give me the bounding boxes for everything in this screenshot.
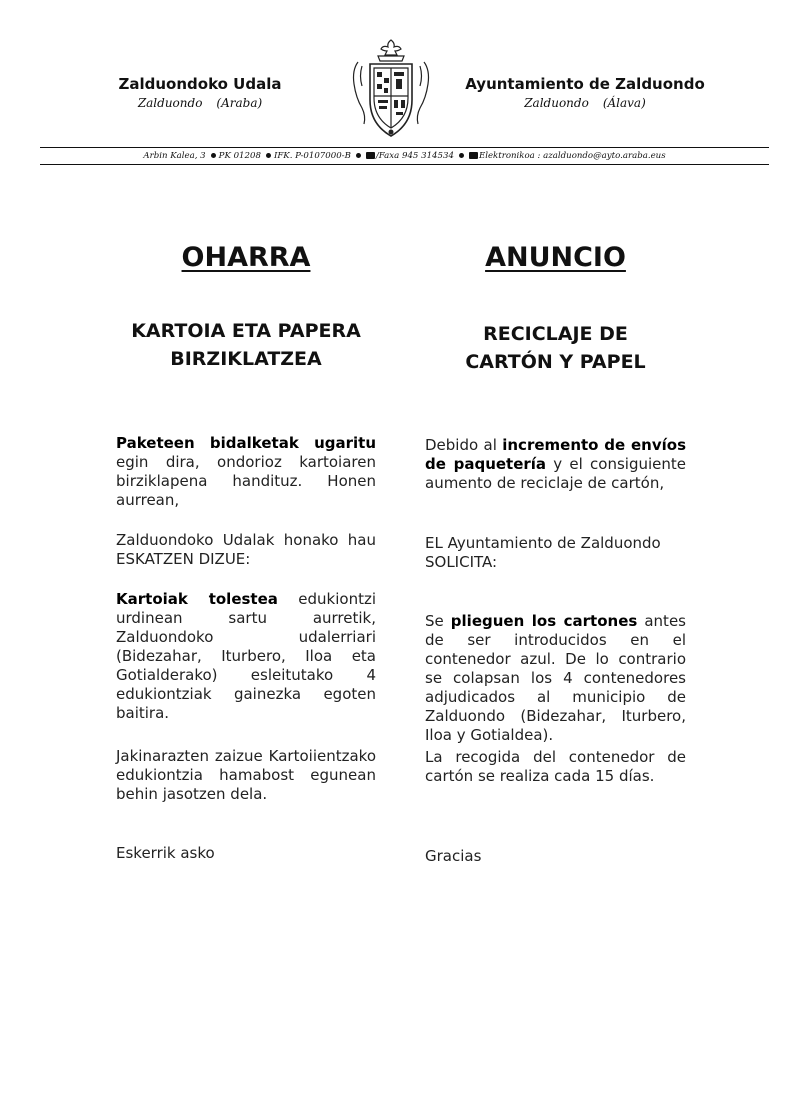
notice-title-basque: OHARRA xyxy=(181,242,311,273)
header-rule-bottom xyxy=(40,164,769,165)
bullet-icon xyxy=(211,153,216,158)
address-line xyxy=(40,149,769,163)
notice-subtitle-basque: KARTOIA ETA PAPERA BIRZIKLATZEA xyxy=(131,320,361,370)
notice-title-spanish: ANUNCIO xyxy=(485,242,626,273)
bullet-icon xyxy=(266,153,271,158)
phone-icon xyxy=(366,152,375,159)
spanish-paragraph-2: EL Ayuntamiento de Zalduondo SOLICITA: xyxy=(425,534,661,571)
address-phone: /Faxa 945 314534 xyxy=(375,151,454,161)
basque-paragraph-2: Zalduondoko Udalak honako hau ESKATZEN DIZUE: xyxy=(116,531,376,568)
council-name-basque: Zalduondoko Udala xyxy=(118,75,282,93)
spanish-paragraph-3: Se plieguen los cartones antes de ser introducidos en el contenedor azul. De lo contrario se colapsan los 4 contenedores adjudicados al municipio de Zalduondo (Bidezahar, Iturbero, Iloa y Gotialdea). xyxy=(425,612,686,744)
council-name-spanish: Ayuntamiento de Zalduondo xyxy=(465,75,705,93)
address-tax-id: IFK. P-0107000-B xyxy=(273,151,351,161)
address-email: Elektronikoa : azalduondo@ayto.araba.eus xyxy=(478,151,666,161)
email-icon xyxy=(469,152,478,159)
coat-of-arms-icon xyxy=(348,36,434,142)
bullet-icon xyxy=(356,153,361,158)
notice-subtitle-spanish: RECICLAJE DE CARTÓN Y PAPEL xyxy=(465,323,646,373)
address-street: Arbin Kalea, 3 xyxy=(143,151,206,161)
header-left xyxy=(100,74,300,112)
address-postal-code: PK 01208 xyxy=(218,151,261,161)
basque-paragraph-1: Paketeen bidalketak ugaritu egin dira, ondorioz kartoiaren birziklapena handituz. Honen aurrean, xyxy=(116,434,376,509)
spanish-paragraph-4: La recogida del contenedor de cartón se realiza cada 15 días. xyxy=(425,748,686,785)
spanish-thanks: Gracias xyxy=(425,847,482,865)
header-rule-top xyxy=(40,147,769,148)
bullet-icon xyxy=(459,153,464,158)
council-location-spanish: Zalduondo (Álava) xyxy=(524,96,646,110)
basque-thanks: Eskerrik asko xyxy=(116,844,215,862)
header-right xyxy=(460,74,710,112)
spanish-paragraph-1: Debido al incremento de envíos de paquetería y el consiguiente aumento de reciclaje de cartón, xyxy=(425,436,686,492)
basque-paragraph-4: Jakinarazten zaizue Kartoiientzako edukiontzia hamabost egunean behin jasotzen dela. xyxy=(116,747,376,803)
council-location-basque: Zalduondo (Araba) xyxy=(137,96,263,110)
basque-paragraph-3: Kartoiak tolestea edukiontzi urdinean sartu aurretik, Zalduondoko udalerriari (Bidezahar, Iturbero, Iloa eta Gotialderako) esleitutako 4 edukiontziak gainezka egoten baitira. xyxy=(116,590,376,722)
